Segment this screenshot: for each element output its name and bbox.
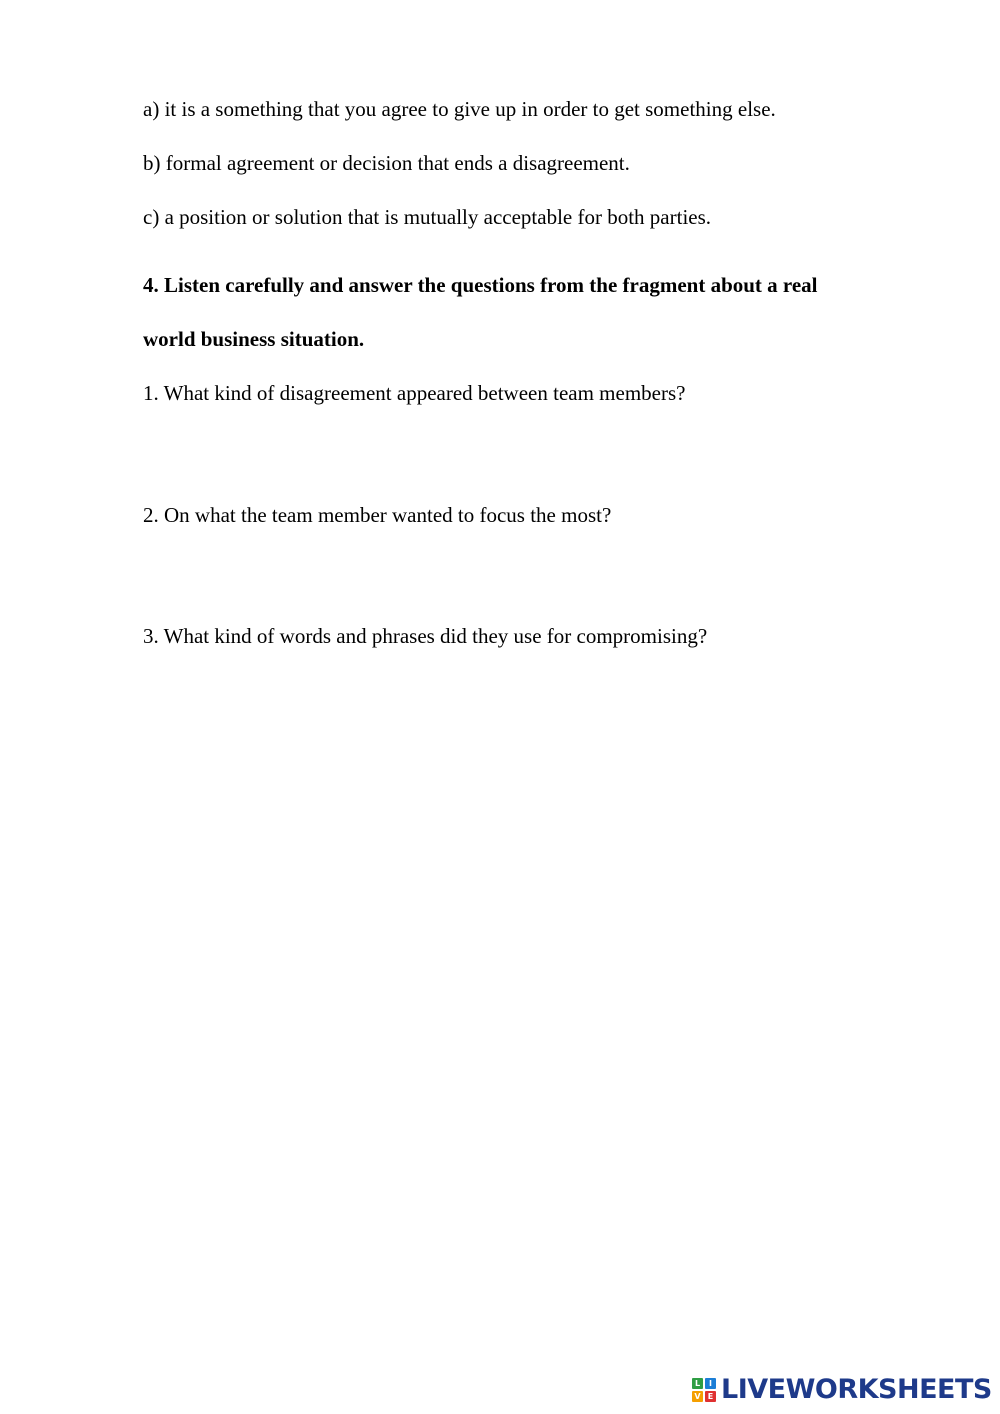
question-1: 1. What kind of disagreement appeared between team members? (143, 381, 686, 405)
question-2: 2. On what the team member wanted to focus the most? (143, 503, 612, 527)
logo-mark-letter: E (705, 1391, 716, 1402)
option-b: b) formal agreement or decision that ends a disagreement. (143, 151, 630, 175)
section-heading-line-2: world business situation. (143, 327, 365, 351)
logo-mark-letter: L (692, 1378, 703, 1389)
option-c: c) a position or solution that is mutually acceptable for both parties. (143, 205, 712, 229)
logo-mark-letter: V (692, 1391, 703, 1402)
liveworksheets-logo (692, 1374, 992, 1406)
logo-mark-letter: I (705, 1378, 716, 1389)
logo-text: LIVEWORKSHEETS (721, 1374, 992, 1405)
logo-mark-icon (692, 1378, 716, 1402)
section-heading-line-1: 4. Listen carefully and answer the questions from the fragment about a real (143, 273, 818, 297)
option-a: a) it is a something that you agree to give up in order to get something else. (143, 97, 776, 121)
question-3: 3. What kind of words and phrases did they use for compromising? (143, 624, 708, 648)
